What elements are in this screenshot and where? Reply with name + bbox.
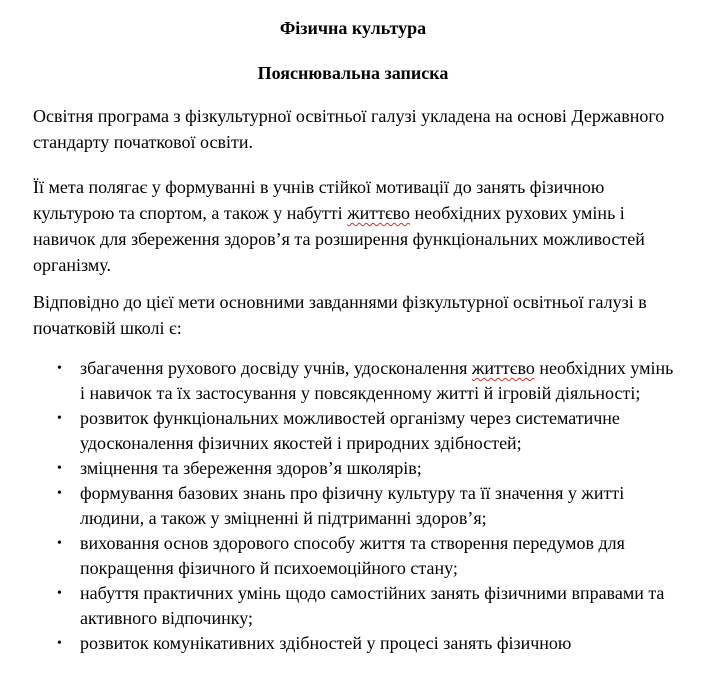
goal-text-end: необхідних рухових умінь і навичок для збереження здоров’я та розширення функціональних можливостей організму. — [33, 203, 645, 275]
spellcheck-flagged-word: життєво — [347, 203, 411, 223]
document-title: Фізична культура — [279, 18, 427, 38]
list-item — [0, 456, 706, 481]
list-item-text: формування базових знань про фізичну культуру та її значення у житті людини, а також у зміцненні й підтриманні здоров’я; — [80, 483, 625, 528]
list-item-text-end: необхідних умінь і навичок та їх застосування у повсякденному житті й ігровій діяльності; — [80, 358, 674, 403]
list-item — [0, 631, 706, 656]
intro-paragraph: Освітня програма з фізкультурної освітньої галузі укладена на основі Державного стандарту початкової освіти. — [33, 106, 665, 152]
bullet-icon: • — [57, 636, 62, 651]
bullet-icon: • — [57, 536, 62, 551]
list-item-text: розвиток функціональних можливостей організму через систематичне удосконалення фізичних якостей і природних здібностей; — [80, 408, 620, 453]
list-item — [0, 581, 706, 631]
document-subtitle: Пояснювальна записка — [257, 63, 449, 83]
spellcheck-flagged-word: життєво — [471, 358, 535, 378]
bullet-icon: • — [57, 486, 62, 501]
list-item-text: зміцнення та збереження здоров’я школярів; — [80, 458, 422, 478]
bullet-icon: • — [57, 586, 62, 601]
bullet-icon: • — [57, 361, 62, 376]
tasks-list — [0, 356, 706, 656]
list-item-text: набуття практичних умінь щодо самостійних занять фізичними вправами та активного відпочинку; — [80, 583, 665, 628]
bullet-icon: • — [57, 411, 62, 426]
list-item-text-start: збагачення рухового досвіду учнів, удосконалення — [80, 358, 472, 378]
list-item-text: розвиток комунікативних здібностей у процесі занять фізичною — [80, 633, 572, 653]
list-item — [0, 531, 706, 581]
list-item-text: виховання основ здорового способу життя та створення передумов для покращення фізичного й психоемоційного стану; — [80, 533, 625, 578]
goal-paragraph — [33, 174, 683, 278]
list-item — [0, 406, 706, 456]
list-item — [0, 356, 706, 406]
tasks-intro-paragraph: Відповідно до цієї мети основними завданнями фізкультурної освітньої галузі в початковій школі є: — [33, 292, 647, 338]
bullet-icon: • — [57, 461, 62, 476]
list-item — [0, 481, 706, 531]
goal-text-start: Її мета полягає у формуванні в учнів стійкої мотивації до занять фізичною культурою та спортом, а також у набутті — [33, 177, 605, 223]
